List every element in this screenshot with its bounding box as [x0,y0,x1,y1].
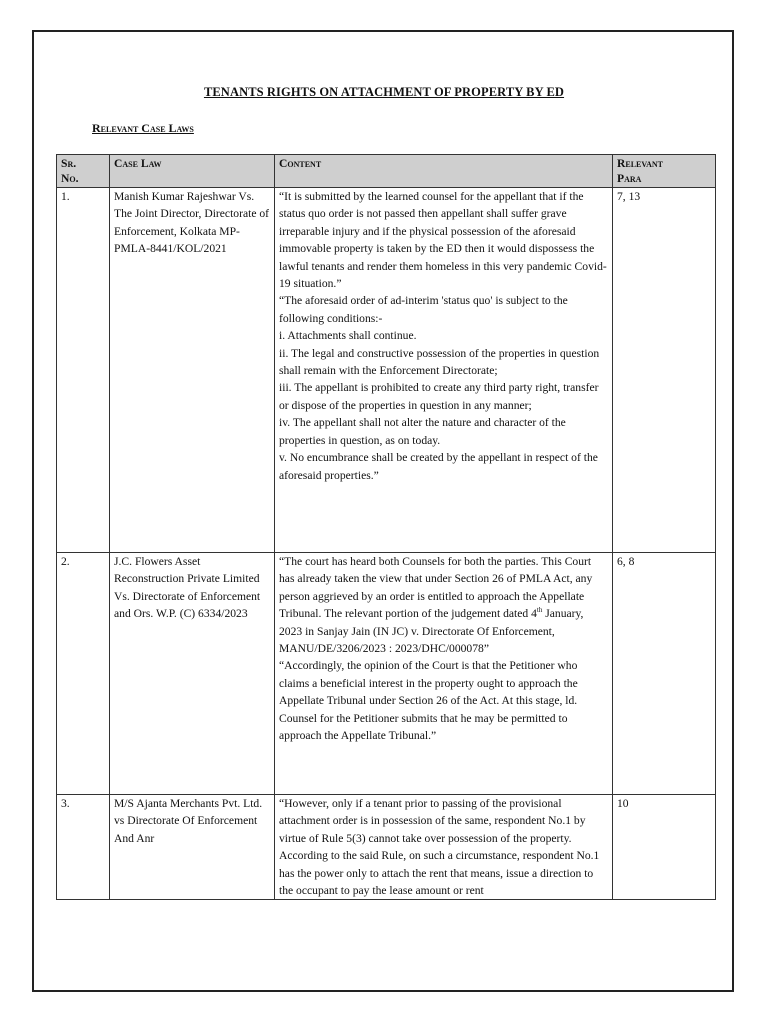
content-paragraph: iv. The appellant shall not alter the nature and character of the properties in question, as on today. [279,416,566,447]
table-row [57,795,716,900]
relevant-para-cell: 10 [613,795,716,900]
content-cell [275,553,613,795]
case-law-table [56,154,716,900]
header-relevant-para: Relevant Para [613,155,716,188]
table-row [57,188,716,553]
content-paragraph: “The aforesaid order of ad-interim 'status quo' is subject to the following conditions:- [279,294,568,325]
content-paragraph: “The court has heard both Counsels for both the parties. This Court has already taken the view that under Section 26 of PMLA Act, any person aggrieved by an order is entitled to approach the Appellate Tribunal. The relevant portion of the judgement dated 4th January, 2023 in Sanjay Jain (IN JC) v. Directorate Of Enforcement, MANU/DE/3206/2023 : 2023/DHC/000078” [279,555,593,656]
content-cell: “However, only if a tenant prior to passing of the provisional attachment order is in possession of the same, respondent No.1 by virtue of Rule 5(3) cannot take over possession of the property. According to the said Rule, on such a circumstance, respondent No.1 has the power only to attach the rent that means, issue a direction to the occupant to pay the lease amount or rent [275,795,613,900]
document-title: TENANTS RIGHTS ON ATTACHMENT OF PROPERTY BY ED [203,85,565,99]
header-sr-no: Sr. No. [57,155,110,188]
table-row [57,553,716,795]
sr-no-cell: 1. [57,188,110,553]
relevant-para-cell: 7, 13 [613,188,716,553]
content-paragraph: “It is submitted by the learned counsel for the appellant that if the status quo order is not passed then appellant shall suffer grave irreparable injury and if the physical possession of the aforesaid immovable property is taken by the ED then it would dispossess the lawful tenants and render them homeless in this very pandemic Covid-19 situation.” [279,190,607,291]
header-case-law: Case Law [110,155,275,188]
sr-no-cell: 2. [57,553,110,795]
content-cell [275,188,613,553]
relevant-para-cell: 6, 8 [613,553,716,795]
content-paragraph: i. Attachments shall continue. [279,329,417,343]
content-paragraph: v. No encumbrance shall be created by the appellant in respect of the aforesaid properties.” [279,451,598,482]
content-paragraph: iii. The appellant is prohibited to create any third party right, transfer or dispose of the properties in question in any manner; [279,381,599,412]
sr-no-cell: 3. [57,795,110,900]
section-subtitle: Relevant Case Laws [92,121,194,135]
case-law-cell: M/S Ajanta Merchants Pvt. Ltd. vs Directorate Of Enforcement And Anr [110,795,275,900]
content-paragraph: “Accordingly, the opinion of the Court is that the Petitioner who claims a beneficial interest in the property ought to approach the Appellate Tribunal under Section 26 of the Act. At this stage, ld. Counsel for the Petitioner submits that he may be permitted to approach the Appellate Tribunal.” [279,659,578,743]
header-content: Content [275,155,613,188]
content-paragraph: ii. The legal and constructive possession of the properties in question shall remain with the Enforcement Directorate; [279,346,600,378]
case-law-cell: J.C. Flowers Asset Reconstruction Private Limited Vs. Directorate of Enforcement and Ors. W.P. (C) 6334/2023 [110,553,275,795]
case-law-cell: Manish Kumar Rajeshwar Vs. The Joint Director, Directorate of Enforcement, Kolkata MP-PMLA-8441/KOL/2021 [110,188,275,553]
table-header-row [57,155,716,188]
